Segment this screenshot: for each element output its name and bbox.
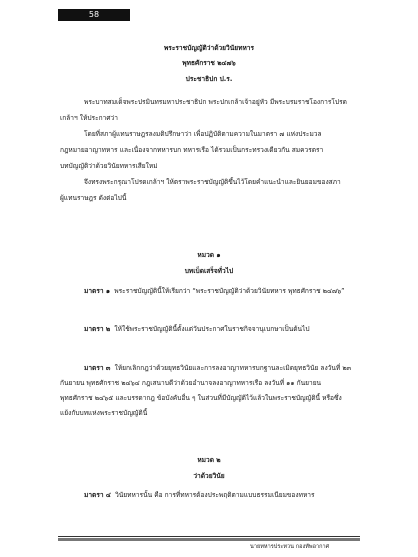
section-3-line: กันยายน พุทธศักราช ๒๔๖๔ กฎเสนาบดีว่าด้วยอำนาจลงอาญาทหารเรือ ลงวันที่ ๑๑ กันยายน <box>60 379 322 387</box>
section-text: พระราชบัญญัตินี้ให้เรียกว่า “พระราชบัญญัติว่าด้วยวินัยทหาร พุทธศักราช ๒๔๗๖” <box>114 287 345 295</box>
chapter-heading: หมวด ๒ <box>197 456 221 464</box>
footer-divider <box>58 536 360 537</box>
chapter-title: ว่าด้วยวินัย <box>193 472 225 480</box>
preamble-line: จึงทรงพระกรุณาโปรดเกล้าฯ ให้ตราพระราชบัญญัติขึ้นไว้โดยคำแนะนำและยินยอมของสภา <box>84 178 341 186</box>
section-3-line: พุทธศักราช ๒๔๖๕ และบรรดากฎ ข้อบังคับอื่น ๆ ในส่วนที่มีบัญญัติไว้แล้วในพระราชบัญญัตินี้ หรือซึ่ง <box>60 394 342 402</box>
section-4 <box>84 491 315 500</box>
act-title: พระราชบัญญัติว่าด้วยวินัยทหาร <box>163 44 255 52</box>
section-label: มาตรา ๔ <box>84 491 111 499</box>
section-label: มาตรา ๑ <box>84 287 111 295</box>
preamble-line: โดยที่สภาผู้แทนราษฎรลงมติปรึกษาว่า เพื่อปฏิบัติตามความในมาตรา ๗ แห่งประมวล <box>84 130 322 138</box>
preamble-line: ผู้แทนราษฎร ดังต่อไปนี้ <box>60 194 127 202</box>
act-year: พุทธศักราช ๒๔๗๖ <box>182 59 236 67</box>
preamble-line: บทบัญญัติว่าด้วยวินัยทหารเสียใหม่ <box>60 162 158 170</box>
section-3 <box>84 364 351 373</box>
chapter-heading: หมวด ๑ <box>197 251 221 259</box>
section-label: มาตรา ๒ <box>84 325 111 333</box>
section-3-line: แย้งกับบทแห่งพระราชบัญญัตินี้ <box>60 409 148 417</box>
section-text: ให้ยกเลิกกฎว่าด้วยยุทธวินัยและการลงอาญาทหารบกฐานละเมิดยุทธวินัย ลงวันที่ ๒๓ <box>114 364 352 372</box>
preamble-line: เกล้าฯ ให้ประกาศว่า <box>60 114 118 122</box>
royal-signature: ประชาธิปก ป.ร. <box>185 75 233 83</box>
page-number: 58 <box>58 9 130 21</box>
section-1 <box>84 287 345 296</box>
section-2 <box>84 325 310 334</box>
preamble-line: พระบาทสมเด็จพระปรมินทรมหาประชาธิปก พระปกเกล้าเจ้าอยู่หัว มีพระบรมราชโองการโปรด <box>84 98 347 106</box>
preamble-line: กฎหมายอาญาทหาร และเนื่องจากทหารบก ทหารเรือ ได้รวมเป็นกระทรวงเดียวกัน สมควรตรา <box>60 146 324 154</box>
section-text: ให้ใช้พระราชบัญญัตินี้ตั้งแต่วันประกาศในราชกิจจานุเบกษาเป็นต้นไป <box>114 325 310 333</box>
chapter-title: บทเบ็ดเสร็จทั่วไป <box>184 267 234 275</box>
footer-text: นายทหารประทวน กองทัพอากาศ <box>250 544 330 550</box>
section-label: มาตรา ๓ <box>84 364 111 372</box>
section-text: วินัยทหารนั้น คือ การที่ทหารต้องประพฤติตามแบบธรรมเนียมของทหาร <box>115 491 315 499</box>
footer-divider-thick <box>58 538 360 541</box>
